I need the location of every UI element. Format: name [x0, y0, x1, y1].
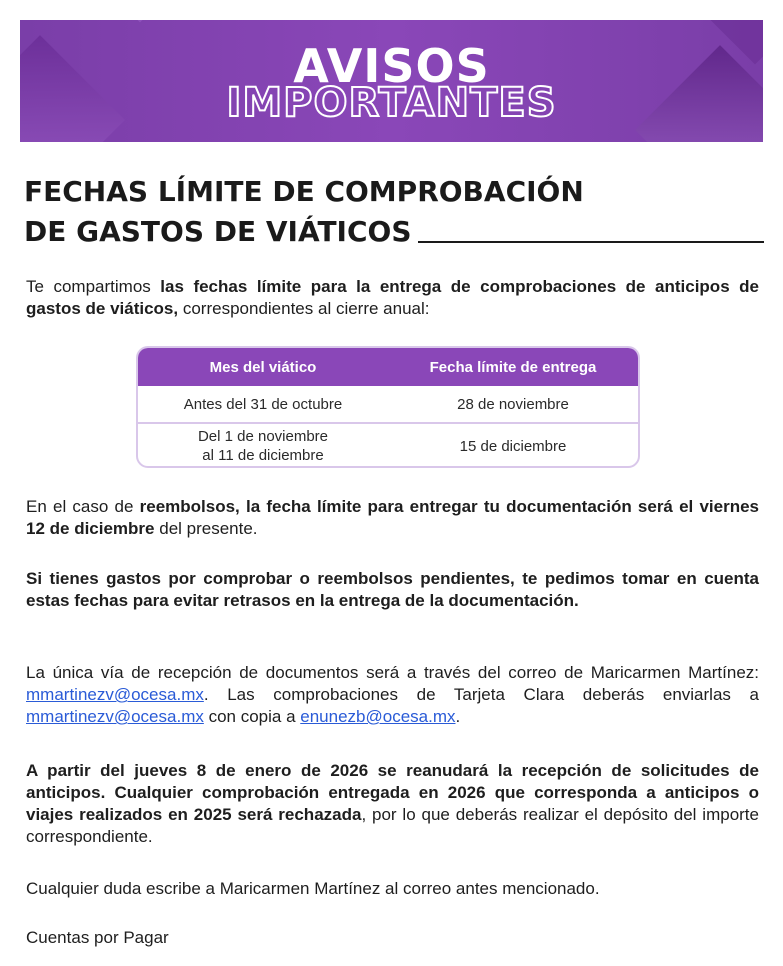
table-cell-fecha: 15 de diciembre — [459, 437, 567, 455]
page-title-line1: FECHAS LÍMITE DE COMPROBACIÓN — [24, 175, 584, 208]
table-header-cell: Fecha límite de entrega — [429, 358, 597, 376]
page-title-line2-wrap — [24, 212, 764, 252]
via-text-2: . Las comprobaciones de Tarjeta Clara deberás enviarlas a — [203, 685, 759, 704]
via-text-4: . — [455, 707, 461, 726]
intro-bold: las fechas límite para la entrega de comprobaciones de anticipos de gastos de viáticos, — [26, 277, 759, 318]
gastos-bold: Si tienes gastos por comprobar o reembolsos pendientes, te pedimos tomar en cuenta estas fechas para evitar retrasos en la entrega de la documentación. — [26, 569, 759, 610]
reembolsos-paragraph — [26, 496, 759, 540]
via-text-3: con copia a — [203, 707, 301, 726]
banner-title-avisos: AVISOS — [293, 39, 490, 93]
table-cell-mes-line2: al 11 de diciembre — [202, 447, 324, 464]
email-link-mmartinezv-2[interactable]: mmartinezv@ocesa.mx — [26, 707, 204, 726]
table-cell-mes-line1: Del 1 de noviembre — [197, 428, 329, 445]
page-title-line2: DE GASTOS DE VIÁTICOS — [24, 215, 412, 248]
table-row — [138, 424, 638, 468]
deadlines-table — [136, 346, 640, 468]
via-text: La única vía de recepción de documentos será a través del correo de Maricarmen Martínez: — [26, 663, 759, 682]
page-title — [24, 172, 764, 252]
decorative-diamond — [98, 20, 183, 22]
reembolsos-text: En el caso de — [26, 497, 140, 516]
table-header — [138, 348, 638, 386]
reembolsos-text-end: del presente. — [154, 519, 258, 538]
banner-title-importantes: IMPORTANTES — [226, 80, 557, 126]
intro-paragraph — [26, 276, 759, 320]
anticipos-bold: A partir del jueves 8 de enero de 2026 se reanudará la recepción de solicitudes de anticipos. Cualquier comprobación entregada en 2026 que corresponda a anticipos o viajes realizados en 2025 será rechazada — [26, 761, 759, 824]
table-cell-mes: Antes del 31 de octubre — [183, 395, 343, 413]
table-header-cell: Mes del viático — [209, 358, 317, 376]
intro-text-end: correspondientes al cierre anual: — [178, 299, 430, 318]
table-cell-fecha: 28 de noviembre — [457, 395, 569, 413]
signature: Cuentas por Pagar — [26, 928, 169, 947]
anticipos-text: , por lo que deberás realizar el depósito del importe correspondiente. — [26, 805, 759, 846]
intro-text: Te compartimos — [26, 277, 161, 296]
gastos-paragraph — [26, 568, 759, 612]
title-underline — [418, 241, 765, 243]
email-link-enunezb[interactable]: enunezb@ocesa.mx — [300, 707, 456, 726]
email-link-mmartinezv[interactable]: mmartinezv@ocesa.mx — [26, 685, 204, 704]
header-banner — [20, 20, 763, 142]
via-paragraph — [26, 662, 759, 728]
table-cell-mes — [138, 424, 388, 468]
table-row — [138, 386, 638, 424]
reembolsos-bold: reembolsos, la fecha límite para entregar tu documentación será el viernes 12 de diciembre — [26, 497, 759, 538]
duda-paragraph: Cualquier duda escribe a Maricarmen Martínez al correo antes mencionado. — [26, 879, 600, 898]
anticipos-paragraph — [26, 760, 759, 848]
